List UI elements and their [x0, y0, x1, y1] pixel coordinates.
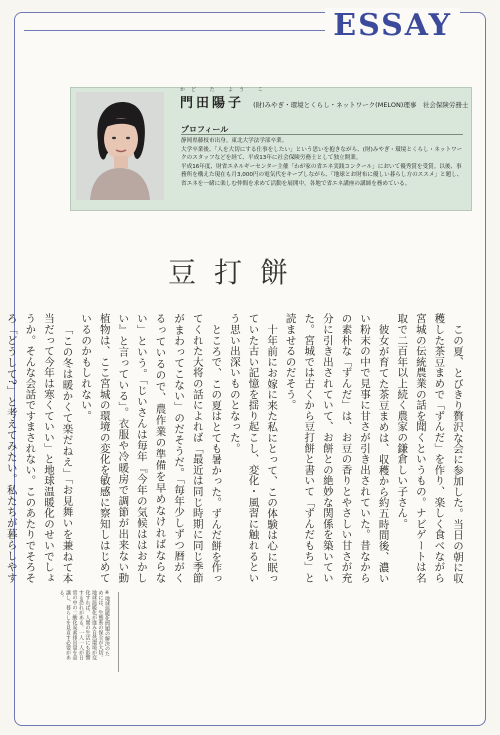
article-footnote: ※地球温暖化問題の解決のためには、生態系の保全が大切。地球温暖化が進み自然環境が変化すれば、人間の生活にも影響する恐れがある。一人一人が日常の中の二酸化炭素排出量を意識し、暮らしを見直す必要がある。 — [58, 590, 110, 660]
profile-line: 平成16年度、財省エネルギーセンター主催「わが家の省エネ実践コンクール」において優秀賞を受賞。以後、事務所を構えた現在も月3,000円の電気代をキープしながら、「地球とお財布に優しい暮らし方のススメ」と題し、省エネを一緒に楽しむ仲間を求めて活動を展開中。各地で省エネ講座の講師を務めている。 — [181, 163, 463, 187]
article-title: 豆打餅 — [168, 256, 307, 289]
profile-line: 大学卒業後、「人を大切にする仕事をしたい」という思いを抱きながら、(財)みやぎ・環境とくらし・ネットワークのスタッフなどを経て、平成13年に社会保険労務士として独立開業。 — [181, 146, 463, 162]
article-paragraph: 彼女が育てた茶豆まめは、収穫から約五時間後、濃いい粉末の中で見事に甘さが引き出されていた。昔なからの素朴な「ずんだ」は、お豆の香りとやさしい甘さが充分に引き出されていて、お餅との絶妙な関係を築いていた。宮城では古くから豆打餅と書いて「ずんだもち」と読ませるのだそう。 — [284, 313, 390, 583]
author-name: 門田陽子 — [180, 96, 245, 111]
author-portrait-image — [76, 92, 164, 200]
author-role: (財)みやぎ・環境とくらし・ネットワーク(MELON)理事 社会保険労務士 — [253, 101, 469, 109]
footnote-divider — [118, 592, 119, 672]
essay-header-title: ESSAY — [325, 8, 460, 43]
profile-divider — [181, 134, 463, 135]
author-name-ruby: かど た よう こ — [180, 87, 269, 93]
header-rule — [24, 30, 344, 31]
author-photo — [76, 92, 164, 200]
article-paragraph: 十年前にお嫁に来た私にとって、この体験は心に眠っていた古い記憶を揺り起こし、変化・風習に触れるという思い出深いものとなった。 — [228, 313, 279, 583]
article-paragraph: 「この冬は暖かくて楽だねえ」「お見舞いを兼ねて本当だって今年は寒くていい」と地球温暖化のせいでしょうか。そんな会話ですまされない。このあたりでそろそろ「どうして?」と考えてみたい。私たちが暮らしやす — [5, 313, 74, 583]
profile-text — [181, 137, 463, 189]
author-line — [180, 87, 469, 111]
article-paragraph: ところで、この夏はとても暑かった。ずんだ餅を作ってくれた大将の話によれば「最近は同じ時期に同じ季節がまわってこない」のだそうだ。「毎年少しずつ暦がくるっているので、農作業の準備を早めなければならない」という。「じいさんは毎年『今年の気候ははおかしい』と言っている」。衣服や冷暖房で調節が出来ない動植物は、ここ宮城の環境の変化を敏感に察知しはじめているのかもしれない。 — [80, 313, 223, 583]
article-paragraph: この夏、とびきり贅沢な会に参加した。当日の朝に収穫した茶豆まめで「ずんだ」を作り、楽しく食べながら宮城の伝統農業の話を聞くというもの。ナビゲートは名取で二百年以上続く農家の鎌倉しい子さん。 — [396, 313, 464, 583]
profile-label: プロフィール — [181, 125, 229, 134]
profile-line: 静岡県藤枝市出身。東北大学法学部卒業。 — [181, 138, 288, 144]
article-body — [5, 313, 467, 583]
